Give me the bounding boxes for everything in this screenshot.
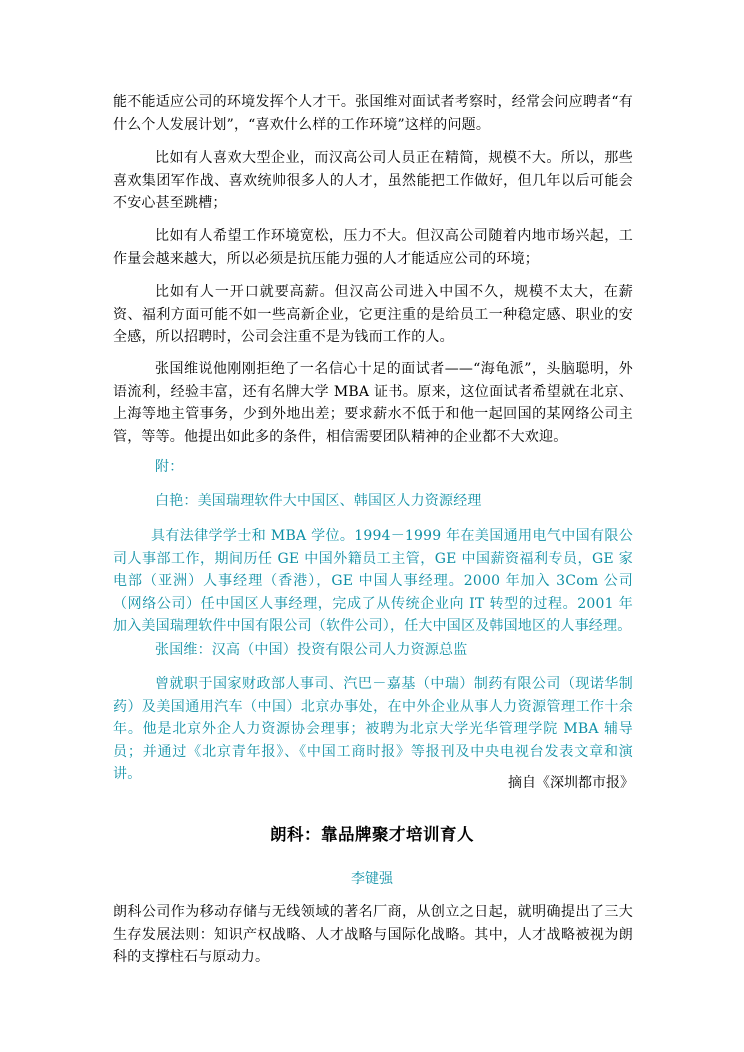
person2-heading: 张国维：汉高（中国）投资有限公司人力资源总监 (155, 642, 468, 658)
appendix-label: 附： (155, 459, 184, 475)
paragraph-large-enterprise: 比如有人喜欢大型企业，而汉高公司人员正在精简，规模不大。所以，那些喜欢集团军作战、喜欢统帅很多人的人才，虽然能把工作做好，但几年以后可能会不安心甚至跳槽； (113, 150, 633, 211)
source-citation: 摘自《深圳都市报》 (508, 775, 634, 791)
paragraph-intro: 能不能适应公司的环境发挥个人才干。张国维对面试者考察时，经常会问应聘者“有什么个人发展计划”，“喜欢什么样的工作环境”这样的问题。 (113, 94, 633, 133)
person1-heading: 白艳：美国瑞理软件大中国区、韩国区人力资源经理 (155, 493, 482, 509)
paragraph-rejected-candidate: 张国维说他刚刚拒绝了一名信心十足的面试者——“海龟派”，头脑聪明，外语流利，经验丰富，还有名牌大学 MBA 证书。原来，这位面试者希望就在北京、上海等地主管事务，少到外地出差；要求薪水不低于和他一起回国的某网络公司主管，等等。他提出如此多的条件，相信需要团队精神的企业都不大欢迎。 (113, 361, 633, 445)
person1-bio: 具有法律学学士和 MBA 学位。1994－1999 年在美国通用电气中国有限公司人事部工作，期间历任 GE 中国外籍员工主管，GE 中国薪资福利专员，GE 家电部（亚洲）人事经理（香港），GE 中国人事经理。2000 年加入 3Com 公司（网络公司）任中国区人事经理，完成了从传统企业向 IT 转型的过程。2001 年加入美国瑞理软件中国有限公司（软件公司），任大中国区及韩国地区的人事经理。 (113, 528, 633, 634)
paragraph-work-environment: 比如有人希望工作环境宽松，压力不大。但汉高公司随着内地市场兴起，工作量会越来越大，所以必须是抗压能力强的人才能适应公司的环境； (113, 228, 633, 267)
paragraph-langke-intro: 朗科公司作为移动存储与无线领域的著名厂商，从创立之日起，就明确提出了三大生存发展法则：知识产权战略、人才战略与国际化战略。其中，人才战略被视为朗科的支撑柱石与原动力。 (113, 904, 633, 965)
person2-bio: 曾就职于国家财政部人事司、汽巴－嘉基（中瑞）制药有限公司（现诺华制药）及美国通用汽车（中国）北京办事处，在中外企业从事人力资源管理工作十余年。他是北京外企人力资源协会理事；被聘为北京大学光华管理学院 MBA 辅导员；并通过《北京青年报》、《中国工商时报》等报刊及中央电视台发表文章和演讲。 (113, 676, 633, 782)
paragraph-high-salary: 比如有人一开口就要高薪。但汉高公司进入中国不久，规模不太大，在薪资、福利方面可能不如一些高新企业，它更注重的是给员工一种稳定感、职业的安全感，所以招聘时，公司会注重不是为钱而工作的人。 (113, 284, 633, 345)
article-author: 李键强 (351, 871, 393, 887)
article-title: 朗科：靠品牌聚才培训育人 (270, 825, 474, 844)
